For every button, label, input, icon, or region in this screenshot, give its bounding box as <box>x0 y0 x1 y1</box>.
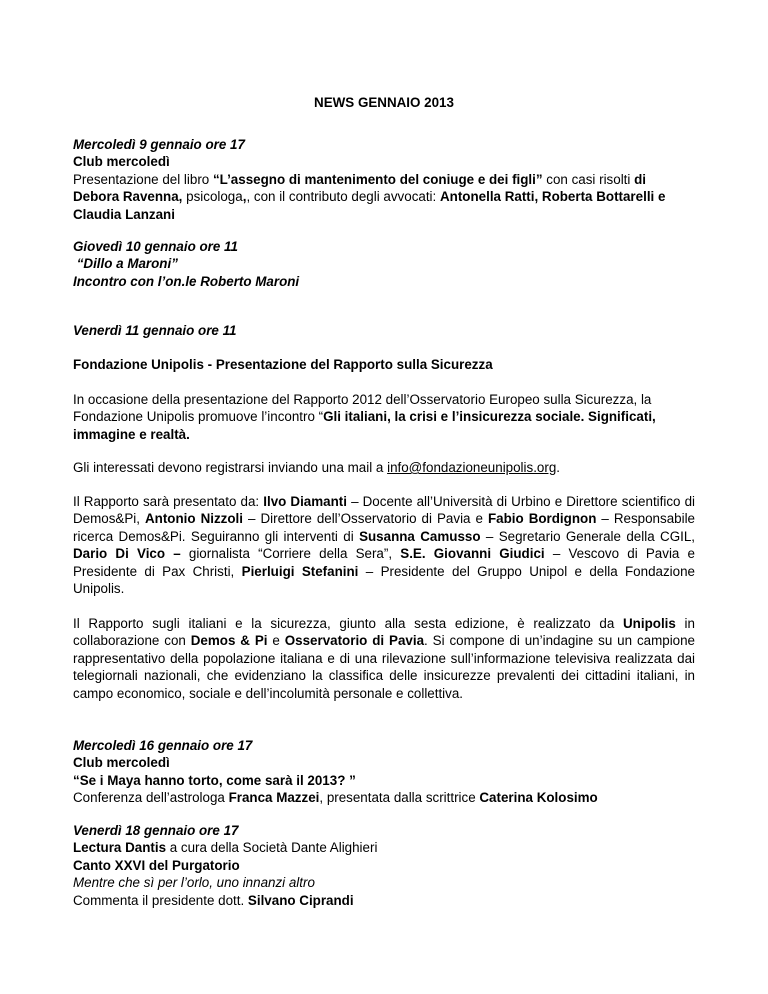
text: – Presidente del Gruppo Unipol e della Fondazione Unipolis. <box>73 563 695 597</box>
text: – Docente all’Università di Urbino e Direttore scientifico di Demos&Pi, <box>73 494 696 527</box>
event-description <box>73 789 695 806</box>
text: con casi risolti <box>542 171 635 187</box>
book-title: “L’assegno di mantenimento del coniuge e dei figli” <box>212 171 543 187</box>
text: In occasione della presentazione del Rapporto 2012 dell’Osservatorio Europeo sulla Sicurezza, la Fondazione Unipolis promuove l’incontro “ <box>73 392 652 425</box>
meeting-title: Gli italiani, la crisi e l’insicurezza sociale. Significati, immagine e realtà. <box>73 409 656 442</box>
email-link[interactable]: info@fondazioneunipolis.org <box>387 460 557 475</box>
event-date: Mercoledì 16 gennaio ore 17 <box>73 738 253 753</box>
event-11-gennaio <box>73 322 695 339</box>
paragraph-intro <box>73 391 695 443</box>
text: in collaborazione con <box>73 616 695 649</box>
astrologer-name: Franca Mazzei <box>228 790 320 806</box>
event-meeting: Incontro con l’on.le Roberto Maroni <box>73 273 300 289</box>
text: giornalista “Corriere della Sera”, <box>180 546 401 562</box>
bold-name: Fabio Bordignon <box>487 511 597 527</box>
event-canto: Canto XXVI del Purgatorio <box>73 857 240 873</box>
speakers-text <box>73 493 695 597</box>
event-lectura <box>73 839 695 856</box>
text: Conferenza dell’astrologa <box>73 790 229 806</box>
event-club: Club mercoledì <box>73 755 170 771</box>
text: – Vescovo di Pavia e Presidente di Pax Christi, <box>73 546 696 579</box>
event-club: Club mercoledì <box>73 154 170 170</box>
bold-name: S.E. Giovanni Giudici <box>400 546 545 562</box>
text: psicologa <box>182 189 243 205</box>
page-title: NEWS GENNAIO 2013 <box>314 95 454 110</box>
bold-name: Osservatorio di Pavia <box>284 633 425 649</box>
heading-text: Fondazione Unipolis - Presentazione del Rapporto sulla Sicurezza <box>73 357 493 372</box>
event-10-gennaio <box>73 238 695 290</box>
text: , con il contributo degli avvocati: <box>246 189 440 205</box>
text: – Segretario Generale della CGIL, <box>480 528 695 544</box>
event-verse: Mentre che sì per l’orlo, uno innanzi altro <box>73 875 315 891</box>
event-quote: “Se i Maya hanno torto, come sarà il 2013? ” <box>73 772 356 788</box>
text: a cura della Società Dante Alighieri <box>166 840 378 856</box>
text: Il Rapporto sugli italiani e la sicurezza, giunto alla sesta edizione, è realizzato da <box>73 616 624 631</box>
paragraph-speakers <box>73 493 695 597</box>
paragraph-report <box>73 615 695 702</box>
lawyers-names: Antonella Ratti, Roberta Bottarelli e Claudia Lanzani <box>73 189 666 222</box>
text: , presentata dalla scrittrice <box>319 790 480 806</box>
event-9-gennaio <box>73 136 695 223</box>
president-name: Silvano Ciprandi <box>247 892 354 908</box>
bold-name: Ilvo Diamanti <box>263 494 347 509</box>
author-name: di Debora Ravenna, <box>73 171 646 205</box>
event-date: Giovedì 10 gennaio ore 11 <box>73 239 238 254</box>
text: Commenta il presidente dott. <box>73 892 248 908</box>
event-heading <box>73 356 695 373</box>
bold-name: Demos & Pi <box>190 633 268 649</box>
event-date: Mercoledì 9 gennaio ore 17 <box>73 137 245 152</box>
event-quote: “Dillo a Maroni” <box>73 256 178 272</box>
text: Gli interessati devono registrarsi inviando una mail a <box>73 460 388 475</box>
text: – Responsabile ricerca Demos&Pi. Seguiranno gli interventi di <box>73 511 695 544</box>
text: – Direttore dell’Osservatorio di Pavia e <box>242 511 488 527</box>
event-16-gennaio <box>73 737 695 807</box>
paragraph-registration <box>73 459 695 476</box>
event-description: Presentazione del libro “L’assegno di mantenimento del coniuge e dei figli” con casi risolti di Debora Ravenna, psicologa,, con il contributo degli avvocati: Antonella Ratti, Roberta Bottarelli e Claudia Lanzani <box>73 171 666 222</box>
text: Presentazione del libro <box>73 171 213 187</box>
writer-name: Caterina Kolosimo <box>479 790 598 806</box>
text: . <box>556 460 561 475</box>
bold-name: Susanna Camusso <box>359 528 481 544</box>
lectura-title: Lectura Dantis <box>73 840 167 856</box>
event-date: Venerdì 18 gennaio ore 17 <box>73 823 239 838</box>
text: . Si compone di un’indagine su un campione rappresentativo della popolazione italiana e di una rilevazione sull’informazione televisiva realizzata dai telegiornali nazionali, che evidenziano la classifica delle insicurezze prevalenti dei cittadini italiani, in campo economico, sociale e dell’incolumità personale e collettiva. <box>73 633 696 701</box>
text: Il Rapporto sarà presentato da: <box>73 494 264 509</box>
bold-name: Antonio Nizzoli <box>145 511 243 527</box>
report-text <box>73 615 695 702</box>
bold-name: Dario Di Vico – <box>73 546 181 562</box>
text: e <box>267 633 285 649</box>
event-date: Venerdì 11 gennaio ore 11 <box>73 323 237 338</box>
event-commentary <box>73 892 695 909</box>
event-18-gennaio <box>73 822 695 909</box>
bold-name: Pierluigi Stefanini <box>241 563 359 579</box>
bold-name: Unipolis <box>623 616 676 631</box>
